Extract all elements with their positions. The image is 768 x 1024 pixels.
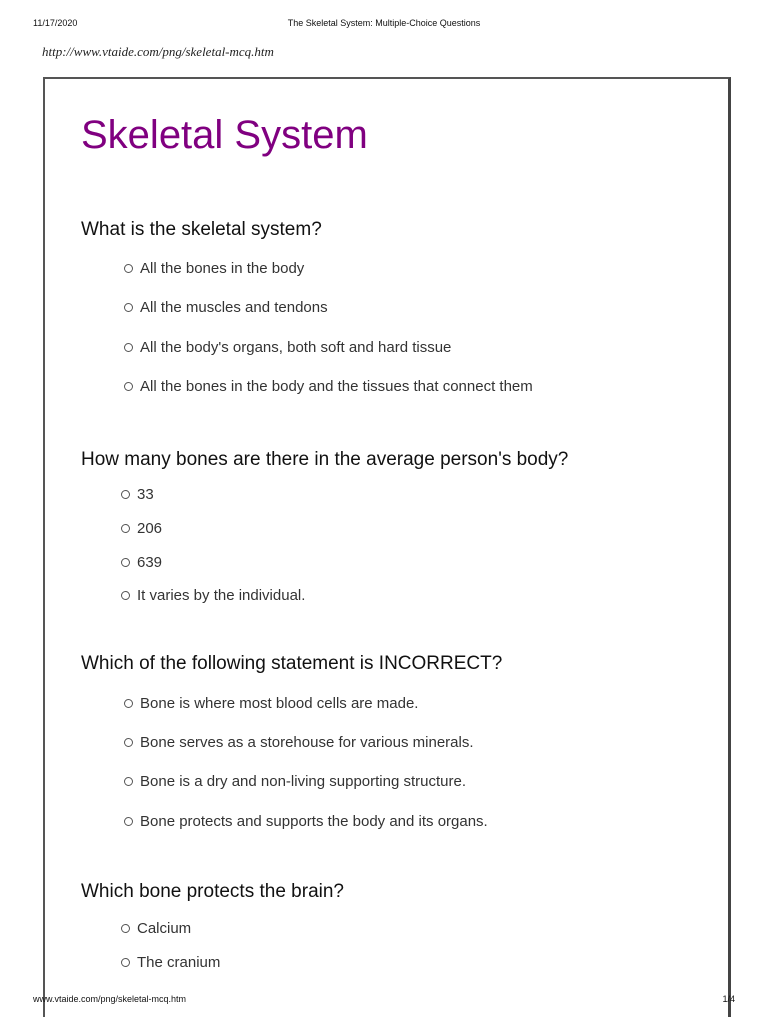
page-url-link[interactable]: http://www.vtaide.com/png/skeletal-mcq.htm bbox=[42, 44, 274, 59]
radio-button-icon[interactable] bbox=[124, 699, 133, 708]
option-label: All the bones in the body bbox=[140, 260, 305, 277]
option-label: Bone serves as a storehouse for various minerals. bbox=[140, 734, 474, 751]
answer-option[interactable] bbox=[124, 773, 466, 790]
option-label: All the bones in the body and the tissues that connect them bbox=[140, 378, 533, 395]
radio-button-icon[interactable] bbox=[121, 490, 130, 499]
option-label: Bone is where most blood cells are made. bbox=[140, 695, 419, 712]
radio-button-icon[interactable] bbox=[121, 591, 130, 600]
option-label: 639 bbox=[137, 554, 163, 571]
option-label: 33 bbox=[137, 486, 154, 503]
answer-option[interactable] bbox=[121, 554, 162, 571]
radio-button-icon[interactable] bbox=[121, 958, 130, 967]
option-label: Bone is a dry and non-living supporting structure. bbox=[140, 773, 467, 790]
radio-button-icon[interactable] bbox=[124, 817, 133, 826]
radio-button-icon[interactable] bbox=[124, 382, 133, 391]
print-title: The Skeletal System: Multiple-Choice Questions bbox=[287, 18, 481, 28]
answer-option[interactable] bbox=[124, 378, 533, 395]
option-label: 206 bbox=[137, 520, 163, 537]
question-text: Which of the following statement is INCORRECT? bbox=[81, 653, 503, 674]
option-label: Calcium bbox=[137, 920, 192, 937]
footer-url: www.vtaide.com/png/skeletal-mcq.htm bbox=[33, 994, 187, 1004]
answer-option[interactable] bbox=[124, 339, 451, 356]
answer-option[interactable] bbox=[124, 695, 418, 712]
answer-option[interactable] bbox=[121, 587, 305, 604]
option-label: Bone protects and supports the body and its organs. bbox=[140, 813, 488, 830]
question-text: How many bones are there in the average person's body? bbox=[81, 449, 569, 470]
option-label: The cranium bbox=[137, 954, 221, 971]
radio-button-icon[interactable] bbox=[124, 777, 133, 786]
print-footer bbox=[0, 994, 768, 1008]
answer-option[interactable] bbox=[124, 813, 488, 830]
radio-button-icon[interactable] bbox=[121, 924, 130, 933]
question-text: Which bone protects the brain? bbox=[81, 881, 344, 902]
content-frame bbox=[43, 77, 731, 1017]
answer-option[interactable] bbox=[121, 520, 162, 537]
option-label: All the body's organs, both soft and hard tissue bbox=[140, 339, 452, 356]
page-number: 1/4 bbox=[722, 994, 735, 1004]
radio-button-icon[interactable] bbox=[124, 264, 133, 273]
answer-option[interactable] bbox=[124, 734, 474, 751]
question-text: What is the skeletal system? bbox=[81, 219, 322, 240]
answer-option[interactable] bbox=[124, 299, 328, 316]
radio-button-icon[interactable] bbox=[124, 303, 133, 312]
answer-option[interactable] bbox=[124, 260, 304, 277]
radio-button-icon[interactable] bbox=[124, 343, 133, 352]
option-label: All the muscles and tendons bbox=[140, 299, 328, 316]
radio-button-icon[interactable] bbox=[121, 558, 130, 567]
page-title: Skeletal System bbox=[81, 113, 368, 157]
answer-option[interactable] bbox=[121, 486, 154, 503]
radio-button-icon[interactable] bbox=[121, 524, 130, 533]
print-date: 11/17/2020 bbox=[33, 18, 78, 28]
answer-option[interactable] bbox=[121, 920, 191, 937]
print-header bbox=[0, 18, 768, 32]
option-label: It varies by the individual. bbox=[137, 587, 306, 604]
radio-button-icon[interactable] bbox=[124, 738, 133, 747]
answer-option[interactable] bbox=[121, 954, 220, 971]
